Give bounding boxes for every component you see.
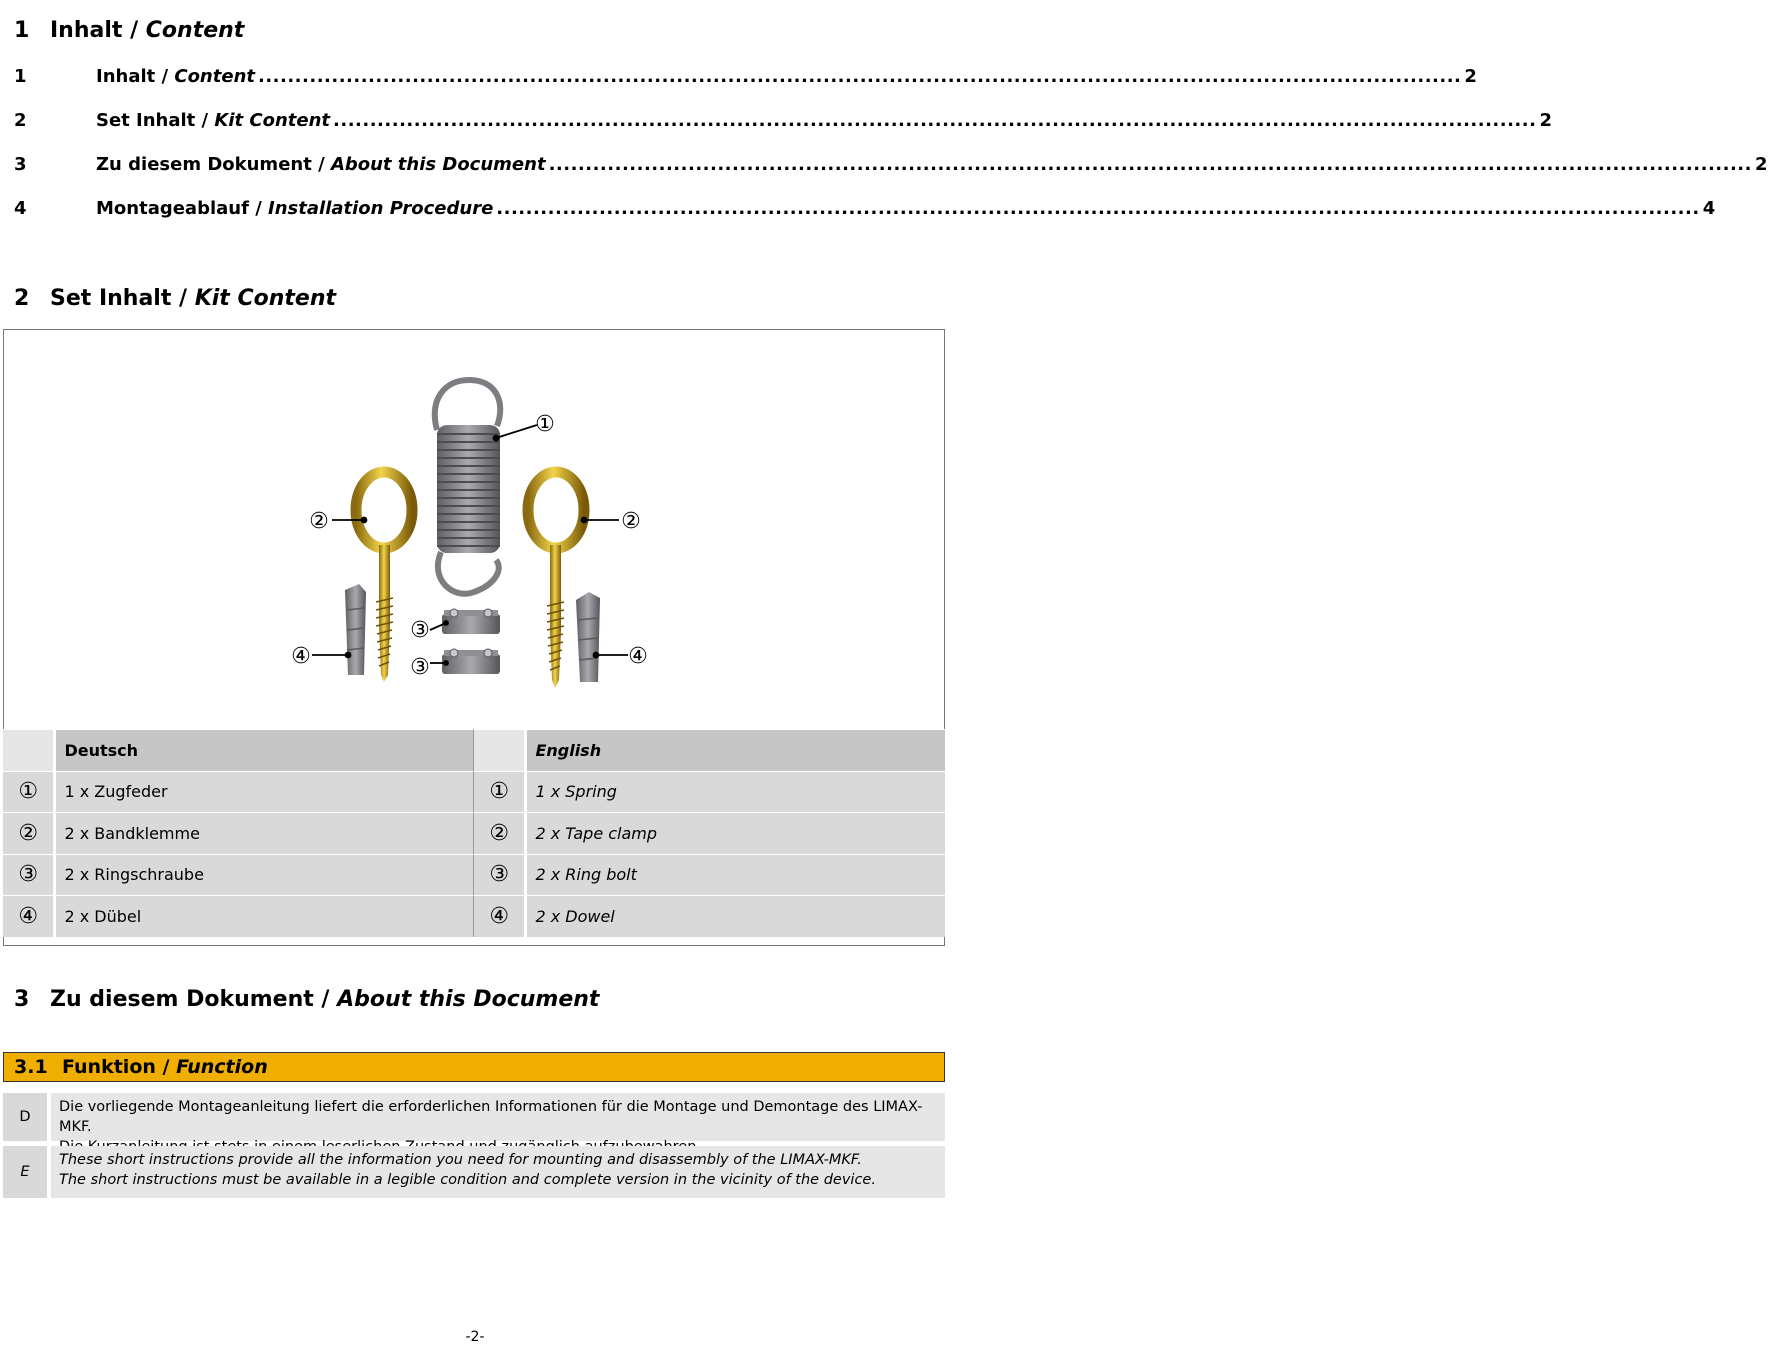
- toc-leader-dots: ....................................................................................................................................................................: [257, 66, 1462, 87]
- page-number: -2-: [465, 1329, 485, 1345]
- kit-content-photo: [4, 330, 944, 730]
- dowel-right-image: [576, 592, 600, 682]
- table-row: ① 1 x Zugfeder ① 1 x Spring: [3, 771, 945, 813]
- callout-2-right: ②: [621, 509, 641, 534]
- toc-entry-3[interactable]: 3 Zu diesem Dokument / About this Document .................................................................................................................................................................... 2: [14, 154, 1768, 175]
- callout-4-left: ④: [291, 644, 311, 669]
- callout-4-right: ④: [628, 644, 648, 669]
- toc-entry-1[interactable]: 1 Inhalt / Content .................................................................................................................................................................... 2: [14, 66, 1477, 87]
- table-row: ② 2 x Bandklemme ② 2 x Tape clamp: [3, 812, 945, 854]
- column-header-deutsch: Deutsch: [56, 729, 474, 771]
- toc-leader-dots: ....................................................................................................................................................................: [548, 154, 1752, 175]
- dowel-left-image: [345, 584, 366, 675]
- section-heading-1: 1 Inhalt / Content: [14, 18, 245, 43]
- subsection-heading-3-1: 3.1 Funktion / Function: [3, 1052, 945, 1082]
- function-text-de: D Die vorliegende Montageanleitung liefert die erforderlichen Informationen für die Montage und Demontage des LIMAX-MKF.: [3, 1093, 945, 1141]
- function-text-en: E These short instructions provide all the information you need for mounting and disassembly of the LIMAX-MKF. The short instructions must be available in a legible condition and complete version in the vicinity of the device.: [3, 1146, 945, 1198]
- tape-clamp-image: [442, 609, 500, 674]
- language-code-en: E: [3, 1146, 47, 1198]
- ring-bolt-right-image: [528, 472, 584, 688]
- table-row: ④ 2 x Dübel ④ 2 x Dowel: [3, 895, 945, 937]
- toc-entry-4[interactable]: 4 Montageablauf / Installation Procedure .................................................................................................................................................................... 4: [14, 198, 1716, 219]
- kit-content-table: [3, 729, 945, 937]
- language-code-de: D: [3, 1093, 47, 1141]
- table-header-row: [3, 729, 945, 771]
- callout-2-left: ②: [309, 509, 329, 534]
- callout-3-upper: ③: [410, 618, 430, 643]
- toc-leader-dots: ....................................................................................................................................................................: [496, 198, 1700, 219]
- table-row: ③ 2 x Ringschraube ③ 2 x Ring bolt: [3, 854, 945, 896]
- toc-entry-2[interactable]: 2 Set Inhalt / Kit Content .................................................................................................................................................................... 2: [14, 110, 1552, 131]
- callout-1: ①: [535, 412, 555, 437]
- section-heading-2: 2 Set Inhalt / Kit Content: [14, 286, 337, 311]
- callout-3-lower: ③: [410, 655, 430, 680]
- column-header-english: English: [527, 729, 945, 771]
- section-heading-3: 3 Zu diesem Dokument / About this Document: [14, 987, 600, 1012]
- toc-leader-dots: ....................................................................................................................................................................: [333, 110, 1537, 131]
- spring-image: [435, 380, 500, 594]
